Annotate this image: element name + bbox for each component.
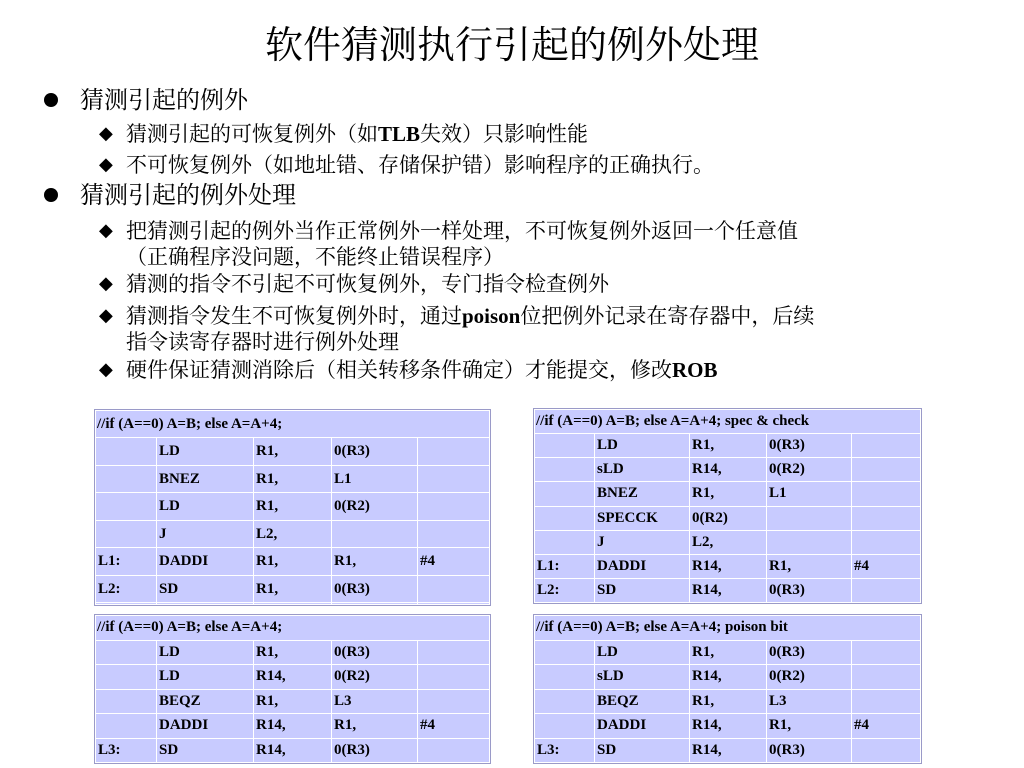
text-line-2: （正确程序没问题，不能终止错误程序）: [126, 245, 504, 269]
text: 位把例外记录在寄存器中，后续: [520, 304, 815, 328]
code-row: [535, 578, 921, 602]
operand3-cell: [852, 434, 921, 458]
opcode-cell: SD: [157, 738, 254, 763]
label-cell: [96, 603, 157, 605]
label-cell: [535, 506, 595, 530]
code-row: [535, 640, 921, 665]
slide-title: 软件猜测执行引起的例外处理: [264, 23, 759, 67]
bold-term: TLB: [378, 122, 421, 146]
code-row: [535, 665, 921, 690]
code-row: [535, 458, 921, 482]
code-row: [535, 554, 921, 578]
opcode-cell: LD: [595, 640, 690, 665]
operand3-cell: [418, 640, 490, 665]
code-row: [96, 738, 490, 763]
operand2-cell: [332, 603, 418, 605]
label-cell: L3:: [96, 738, 157, 763]
opcode-cell: J: [157, 520, 254, 547]
text: 猜测的指令不引起不可恢复例外，专门指令检查例外: [126, 272, 609, 296]
code-row: [96, 714, 490, 739]
operand2-cell: [767, 530, 852, 554]
operand3-cell: [418, 493, 490, 520]
bullet-speculation-exceptions: [80, 85, 248, 115]
operand1-cell: R14,: [254, 665, 332, 690]
operand1-cell: 0(R2): [690, 506, 767, 530]
operand3-cell: [418, 438, 490, 465]
operand2-cell: L1: [332, 465, 418, 492]
label-cell: [96, 520, 157, 547]
operand1-cell: R1,: [690, 640, 767, 665]
operand3-cell: [852, 578, 921, 602]
code-row: [96, 689, 490, 714]
operand3-cell: [418, 665, 490, 690]
opcode-cell: BEQZ: [595, 689, 690, 714]
operand1-cell: [254, 603, 332, 605]
opcode-cell: sLD: [595, 665, 690, 690]
operand2-cell: L3: [332, 689, 418, 714]
operand2-cell: [332, 520, 418, 547]
code-row: [96, 520, 490, 547]
diamond-bullet-icon: ◆: [99, 273, 113, 294]
operand1-cell: R1,: [254, 493, 332, 520]
text: 不可恢复例外（如地址错、存储保护错）影响程序的正确执行。: [126, 153, 714, 177]
operand2-cell: 0(R2): [767, 665, 852, 690]
operand1-cell: R14,: [690, 578, 767, 602]
text-line-1: 把猜测引起的例外当作正常例外一样处理，不可恢复例外返回一个任意值: [126, 219, 798, 243]
operand1-cell: R14,: [690, 554, 767, 578]
operand3-cell: #4: [418, 548, 490, 575]
bullet-dot-icon: [44, 93, 58, 107]
operand2-cell: R1,: [332, 714, 418, 739]
opcode-cell: LD: [157, 493, 254, 520]
bullet-text: 猜测引起的例外: [80, 86, 248, 114]
operand1-cell: R14,: [690, 665, 767, 690]
opcode-cell: DADDI: [157, 548, 254, 575]
code-row: [535, 506, 921, 530]
bullet-dot-icon: [44, 188, 58, 202]
code-row: [96, 493, 490, 520]
text: 硬件保证猜测消除后（相关转移条件确定）才能提交，修改: [126, 358, 672, 382]
diamond-bullet-icon: ◆: [99, 359, 113, 380]
code-table-spec-check: [533, 408, 922, 604]
opcode-cell: LD: [157, 665, 254, 690]
opcode-cell: BEQZ: [157, 689, 254, 714]
code-table-predicated: [94, 614, 491, 764]
operand2-cell: 0(R3): [332, 438, 418, 465]
operand3-cell: [852, 689, 921, 714]
label-cell: [535, 434, 595, 458]
code-row: [96, 438, 490, 465]
label-cell: [96, 465, 157, 492]
operand3-cell: [852, 665, 921, 690]
opcode-cell: sLD: [595, 458, 690, 482]
operand1-cell: R1,: [254, 438, 332, 465]
diamond-bullet-icon: ◆: [99, 305, 113, 326]
label-cell: [96, 493, 157, 520]
sub-bullet-special-check: [99, 271, 609, 297]
label-cell: [96, 665, 157, 690]
bold-term: poison: [462, 304, 521, 328]
diamond-bullet-icon: ◆: [99, 154, 113, 175]
operand1-cell: L2,: [690, 530, 767, 554]
operand1-cell: R14,: [690, 458, 767, 482]
opcode-cell: DADDI: [595, 554, 690, 578]
code-header: //if (A==0) A=B; else A=A+4; spec & check: [535, 410, 921, 434]
operand2-cell: 0(R3): [767, 434, 852, 458]
operand1-cell: R1,: [254, 689, 332, 714]
diamond-bullet-icon: ◆: [99, 220, 113, 241]
bold-term: ROB: [672, 358, 718, 382]
bullet-text: 猜测引起的例外处理: [80, 181, 296, 209]
operand2-cell: 0(R2): [332, 665, 418, 690]
operand1-cell: R1,: [254, 640, 332, 665]
operand3-cell: [852, 482, 921, 506]
opcode-cell: SD: [595, 578, 690, 602]
operand3-cell: [418, 603, 490, 605]
label-cell: L2:: [535, 578, 595, 602]
opcode-cell: DADDI: [595, 714, 690, 739]
text-line-2: 指令读寄存器时进行例外处理: [126, 330, 399, 354]
operand2-cell: R1,: [332, 548, 418, 575]
opcode-cell: SD: [595, 738, 690, 763]
label-cell: [96, 640, 157, 665]
operand1-cell: R1,: [690, 482, 767, 506]
operand1-cell: L2,: [254, 520, 332, 547]
operand2-cell: L3: [767, 689, 852, 714]
opcode-cell: BNEZ: [157, 465, 254, 492]
operand1-cell: R1,: [690, 434, 767, 458]
operand1-cell: R1,: [254, 575, 332, 602]
label-cell: [535, 530, 595, 554]
label-cell: L2:: [96, 575, 157, 602]
code-row: [96, 575, 490, 602]
opcode-cell: SD: [157, 575, 254, 602]
label-cell: [96, 689, 157, 714]
operand1-cell: R14,: [254, 738, 332, 763]
label-cell: [96, 714, 157, 739]
sub-bullet-poison-bit: [99, 303, 815, 355]
operand3-cell: [852, 738, 921, 763]
operand3-cell: [418, 738, 490, 763]
operand2-cell: 0(R2): [332, 493, 418, 520]
operand1-cell: R14,: [254, 714, 332, 739]
code-table-poison-bit: [533, 614, 922, 764]
operand2-cell: R1,: [767, 714, 852, 739]
code-row: [96, 640, 490, 665]
operand3-cell: [852, 640, 921, 665]
operand2-cell: 0(R3): [767, 578, 852, 602]
operand1-cell: R14,: [690, 738, 767, 763]
operand2-cell: R1,: [767, 554, 852, 578]
code-row: [535, 689, 921, 714]
label-cell: [535, 689, 595, 714]
code-header: //if (A==0) A=B; else A=A+4; poison bit: [535, 616, 921, 641]
operand1-cell: R1,: [254, 465, 332, 492]
code-row: [535, 530, 921, 554]
opcode-cell: SPECCK: [595, 506, 690, 530]
opcode-cell: LD: [595, 434, 690, 458]
opcode-cell: DADDI: [157, 714, 254, 739]
bullet-exception-handling: [80, 180, 296, 210]
operand3-cell: [418, 575, 490, 602]
operand3-cell: [418, 465, 490, 492]
operand1-cell: R1,: [254, 548, 332, 575]
code-row: [535, 714, 921, 739]
operand2-cell: 0(R3): [332, 575, 418, 602]
code-row: [96, 665, 490, 690]
label-cell: [535, 640, 595, 665]
operand2-cell: 0(R2): [767, 458, 852, 482]
operand2-cell: 0(R3): [767, 738, 852, 763]
sub-bullet-unrecoverable: [99, 152, 714, 178]
label-cell: [535, 458, 595, 482]
label-cell: L1:: [535, 554, 595, 578]
label-cell: [535, 714, 595, 739]
diamond-bullet-icon: ◆: [99, 123, 113, 144]
opcode-cell: BNEZ: [595, 482, 690, 506]
operand2-cell: 0(R3): [332, 640, 418, 665]
sub-bullet-rob-commit: [99, 357, 718, 383]
operand3-cell: #4: [852, 714, 921, 739]
operand3-cell: [418, 689, 490, 714]
operand2-cell: [767, 506, 852, 530]
code-row: [535, 482, 921, 506]
code-row: [535, 738, 921, 763]
code-row: [535, 434, 921, 458]
label-cell: [96, 438, 157, 465]
operand2-cell: L1: [767, 482, 852, 506]
operand1-cell: R1,: [690, 689, 767, 714]
operand1-cell: R14,: [690, 714, 767, 739]
label-cell: L3:: [535, 738, 595, 763]
label-cell: [535, 482, 595, 506]
opcode-cell: [157, 603, 254, 605]
operand3-cell: #4: [418, 714, 490, 739]
operand2-cell: 0(R3): [332, 738, 418, 763]
text: 猜测引起的可恢复例外（如: [126, 122, 378, 146]
code-header: //if (A==0) A=B; else A=A+4;: [96, 411, 490, 438]
opcode-cell: J: [595, 530, 690, 554]
opcode-cell: LD: [157, 438, 254, 465]
code-row: [96, 603, 490, 605]
sub-bullet-recoverable: [99, 121, 589, 147]
operand3-cell: [852, 458, 921, 482]
sub-bullet-treat-as-normal: [99, 218, 798, 270]
code-header: //if (A==0) A=B; else A=A+4;: [96, 616, 490, 641]
code-row: [96, 465, 490, 492]
operand3-cell: [852, 530, 921, 554]
code-row: [96, 548, 490, 575]
opcode-cell: LD: [157, 640, 254, 665]
label-cell: [535, 665, 595, 690]
operand3-cell: #4: [852, 554, 921, 578]
code-table-original: [94, 409, 491, 606]
operand2-cell: 0(R3): [767, 640, 852, 665]
operand3-cell: [418, 520, 490, 547]
text: 失效）只影响性能: [420, 122, 589, 146]
operand3-cell: [852, 506, 921, 530]
label-cell: L1:: [96, 548, 157, 575]
text: 猜测指令发生不可恢复例外时，通过: [126, 304, 462, 328]
